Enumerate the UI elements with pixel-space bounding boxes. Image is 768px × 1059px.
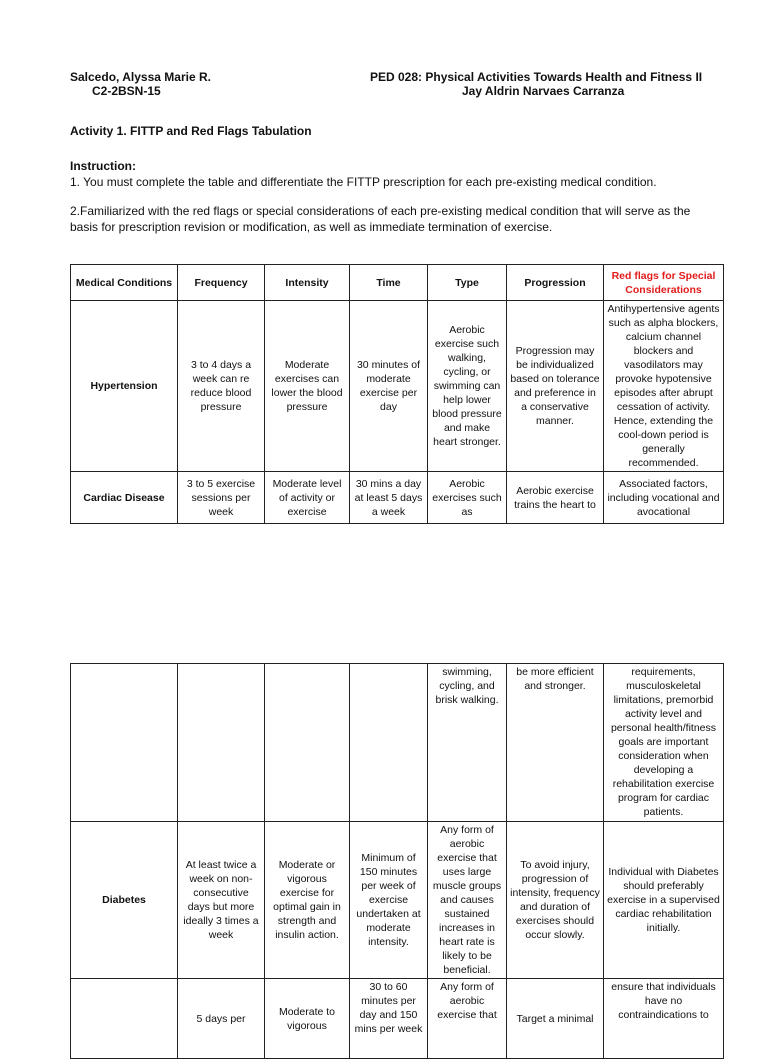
condition-cell: Diabetes bbox=[71, 822, 178, 979]
table-header-row bbox=[71, 265, 724, 301]
header-progression: Progression bbox=[507, 265, 604, 301]
activity-title: Activity 1. FITTP and Red Flags Tabulation bbox=[70, 124, 312, 138]
condition-cell bbox=[71, 979, 178, 1059]
red-flags-cell: requirements, musculoskeletal limitations, premorbid activity level and personal health/fitness goals are important consideration when developing a rehabilitation exercise program for cardiac patients. bbox=[604, 664, 724, 822]
type-cell: Aerobic exercise such walking, cycling, or swimming can help lower blood pressure and make heart stronger. bbox=[428, 301, 507, 472]
header-time: Time bbox=[350, 265, 428, 301]
header-red-flags: Red flags for Special Considerations bbox=[604, 265, 724, 301]
progression-cell: To avoid injury, progression of intensity, frequency and duration of exercises should occur slowly. bbox=[507, 822, 604, 979]
instructor-name: Jay Aldrin Narvaes Carranza bbox=[462, 84, 625, 98]
time-cell: 30 to 60 minutes per day and 150 mins per week bbox=[350, 979, 428, 1059]
red-flags-cell: Antihypertensive agents such as alpha blockers, calcium channel blockers and vasodilators may provoke hypotensive episodes after abrupt cessation of activity. Hence, extending the cool-down period is generally recommended. bbox=[604, 301, 724, 472]
table-row bbox=[71, 979, 724, 1059]
student-section: C2-2BSN-15 bbox=[92, 84, 161, 98]
header-type: Type bbox=[428, 265, 507, 301]
frequency-cell: 3 to 5 exercise sessions per week bbox=[178, 472, 265, 524]
time-cell: 30 mins a day at least 5 days a week bbox=[350, 472, 428, 524]
intensity-cell: Moderate level of activity or exercise bbox=[265, 472, 350, 524]
intensity-cell: Moderate exercises can lower the blood pressure bbox=[265, 301, 350, 472]
fittp-table-page2 bbox=[70, 663, 724, 1059]
course-title: PED 028: Physical Activities Towards Health and Fitness II bbox=[370, 70, 703, 84]
header-intensity: Intensity bbox=[265, 265, 350, 301]
frequency-cell: 5 days per bbox=[178, 979, 265, 1059]
type-cell: Any form of aerobic exercise that bbox=[428, 979, 507, 1059]
intensity-cell: Moderate or vigorous exercise for optimal gain in strength and insulin action. bbox=[265, 822, 350, 979]
intensity-cell: Moderate to vigorous bbox=[265, 979, 350, 1059]
instruction-item-2: 2.Familiarized with the red flags or special considerations of each pre-existing medical condition that will serve as the basis for prescription revision or modification, as well as immediate termination of exercise. bbox=[70, 204, 691, 234]
frequency-cell bbox=[178, 664, 265, 822]
red-flags-cell: Associated factors, including vocational and avocational bbox=[604, 472, 724, 524]
fittp-table-page1 bbox=[70, 264, 724, 524]
progression-cell: Target a minimal bbox=[507, 979, 604, 1059]
progression-cell: Aerobic exercise trains the heart to bbox=[507, 472, 604, 524]
type-cell: Aerobic exercises such as bbox=[428, 472, 507, 524]
type-cell: Any form of aerobic exercise that uses large muscle groups and causes sustained increases in heart rate is likely to be beneficial. bbox=[428, 822, 507, 979]
red-flags-cell: Individual with Diabetes should preferably exercise in a supervised cardiac rehabilitation initially. bbox=[604, 822, 724, 979]
table-row bbox=[71, 822, 724, 979]
table-row bbox=[71, 301, 724, 472]
time-cell bbox=[350, 664, 428, 822]
table-row bbox=[71, 664, 724, 822]
time-cell: 30 minutes of moderate exercise per day bbox=[350, 301, 428, 472]
progression-cell: Progression may be individualized based on tolerance and preference in a conservative manner. bbox=[507, 301, 604, 472]
instruction-heading: Instruction: bbox=[70, 159, 136, 173]
condition-cell: Hypertension bbox=[71, 301, 178, 472]
frequency-cell: 3 to 4 days a week can re reduce blood pressure bbox=[178, 301, 265, 472]
red-flags-cell: ensure that individuals have no contraindications to bbox=[604, 979, 724, 1059]
frequency-cell: At least twice a week on non-consecutive days but more ideally 3 times a week bbox=[178, 822, 265, 979]
student-name: Salcedo, Alyssa Marie R. bbox=[70, 70, 211, 84]
table-row bbox=[71, 472, 724, 524]
time-cell: Minimum of 150 minutes per week of exercise undertaken at moderate intensity. bbox=[350, 822, 428, 979]
condition-cell: Cardiac Disease bbox=[71, 472, 178, 524]
progression-cell: be more efficient and stronger. bbox=[507, 664, 604, 822]
instruction-item-1: 1. You must complete the table and differentiate the FITTP prescription for each pre-existing medical condition. bbox=[70, 175, 657, 189]
condition-cell bbox=[71, 664, 178, 822]
intensity-cell bbox=[265, 664, 350, 822]
header-medical-conditions: Medical Conditions bbox=[71, 265, 178, 301]
type-cell: swimming, cycling, and brisk walking. bbox=[428, 664, 507, 822]
header-frequency: Frequency bbox=[178, 265, 265, 301]
